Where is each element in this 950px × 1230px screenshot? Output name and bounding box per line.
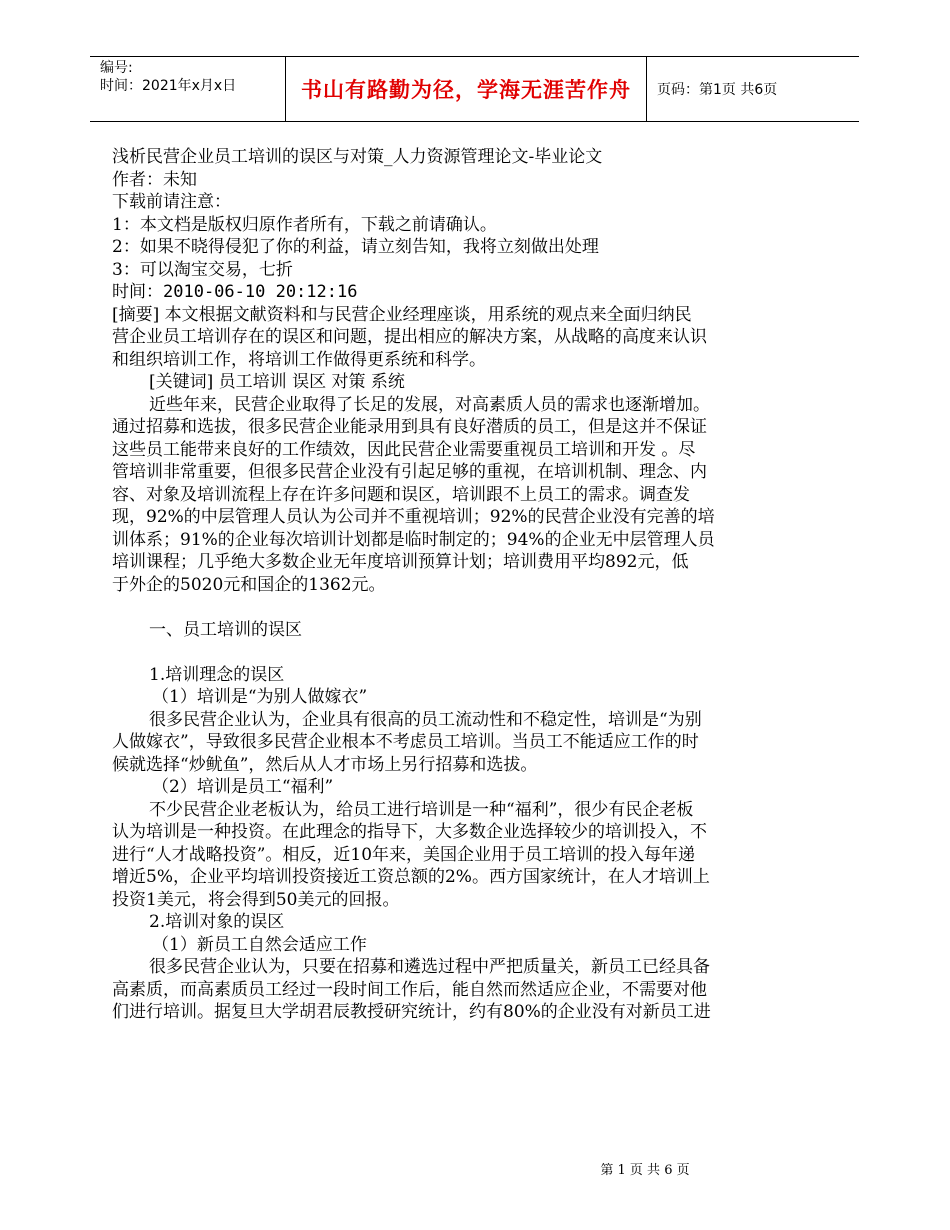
paragraph [112, 709, 772, 777]
code-label: 编号: [100, 60, 133, 76]
doc-title: 浅析民营企业员工培训的误区与对策_人力资源管理论文-毕业论文 [112, 147, 603, 167]
doc-time: 时间：2010-06-10 20:12:16 [112, 282, 358, 302]
paragraph [112, 799, 772, 912]
paragraph-line: 投资1美元，将会得到50美元的回报。 [112, 889, 400, 910]
paragraph-line: 近些年来，民营企业取得了长足的发展，对高素质人员的需求也逐渐增加。 [149, 394, 710, 415]
paragraph-line: 人做嫁衣”，导致很多民营企业根本不考虑员工培训。当员工不能适应工作的时 [112, 732, 699, 752]
paragraph-line: 通过招募和选拔，很多民营企业能录用到具有良好潜质的员工，但是这并不保证 [112, 417, 707, 437]
section-heading: 一、员工培训的误区 [149, 619, 302, 640]
paragraph-line: 认为培训是一种投资。在此理念的指导下，大多数企业选择较少的培训投入，不 [112, 822, 707, 842]
subsubsection-heading: （1）新员工自然会适应工作 [152, 934, 367, 955]
time-label: 时间：2021年x月x日 [100, 78, 237, 94]
header-meta [90, 57, 285, 121]
paragraph-line: 现，92%的中层管理人员认为公司并不重视培训；92%的民营企业没有完善的培 [112, 507, 715, 527]
paragraph-line: 不少民营企业老板认为，给员工进行培训是一种“福利”，很少有民企老板 [149, 799, 694, 820]
paragraph-line: 培训课程；几乎绝大多数企业无年度培训预算计划；培训费用平均892元，低 [112, 552, 689, 572]
notice-item-3: 3：可以淘宝交易，七折 [112, 259, 293, 280]
paragraph-line: 候就选择“炒鱿鱼”，然后从人才市场上另行招募和选拔。 [112, 754, 538, 775]
paragraph-line: 很多民营企业认为，企业具有很高的员工流动性和不稳定性，培训是“为别 [149, 709, 702, 730]
abstract [112, 304, 772, 372]
subsection-heading: 1.培训理念的误区 [149, 664, 285, 685]
notice-item-2: 2：如果不晓得侵犯了你的利益，请立刻告知，我将立刻做出处理 [112, 237, 599, 257]
abstract-line: 营企业员工培训存在的误区和问题，提出相应的解决方案，从战略的高度来认识 [112, 327, 707, 347]
header-page-info: 页码：第1页 共6页 [657, 82, 778, 98]
paragraph-line: 管培训非常重要，但很多民营企业没有引起足够的重视，在培训机制、理念、内 [112, 462, 707, 482]
paragraph-line: 这些员工能带来良好的工作绩效，因此民营企业需要重视员工培训和开发 。尽 [112, 439, 696, 460]
paragraph [112, 956, 772, 1024]
paragraph-line: 们进行培训。据复旦大学胡君辰教授研究统计，约有80%的企业没有对新员工进 [112, 1002, 711, 1022]
paragraph-line: 高素质，而高素质员工经过一段时间工作后，能自然而然适应企业，不需要对他 [112, 979, 707, 1000]
notice-title: 下载前请注意： [112, 192, 231, 212]
spacer [112, 641, 772, 664]
paragraph-line: 容、对象及培训流程上存在许多问题和误区，培训跟不上员工的需求。调查发 [112, 484, 690, 505]
page-footer: 第 1 页 共 6 页 [600, 1163, 690, 1178]
paragraph-line: 于外企的5020元和国企的1362元。 [112, 574, 386, 595]
header-motto: 书山有路勤为径，学海无涯苦作舟 [285, 57, 647, 121]
subsubsection-heading: （2）培训是员工“福利” [152, 777, 334, 797]
keywords: [关键词] 员工培训 误区 对策 系统 [149, 372, 405, 392]
abstract-line: 和组织培训工作，将培训工作做得更系统和科学。 [112, 349, 486, 370]
paragraph-line: 增近5%，企业平均培训投资接近工资总额的2%。西方国家统计，在人才培训上 [112, 867, 710, 887]
abstract-line: [摘要] 本文根据文献资料和与民营企业经理座谈，用系统的观点来全面归纳民 [112, 304, 692, 325]
notice-item-1: 1：本文档是版权归原作者所有，下载之前请确认。 [112, 214, 497, 235]
doc-author: 作者：未知 [112, 169, 197, 190]
paragraph-line: 进行“人才战略投资”。相反，近10年来，美国企业用于员工培训的投入每年递 [112, 844, 696, 865]
subsection-heading: 2.培训对象的误区 [149, 912, 285, 932]
paragraph-line: 很多民营企业认为，只要在招募和遴选过程中严把质量关，新员工已经具备 [149, 957, 710, 977]
intro-paragraph [112, 394, 772, 597]
header-table [90, 56, 859, 122]
spacer [112, 596, 772, 619]
subsubsection-heading: （1）培训是“为别人做嫁衣” [152, 687, 368, 707]
paragraph-line: 训体系；91%的企业每次培训计划都是临时制定的；94%的企业无中层管理人员 [112, 529, 715, 550]
document-body [112, 146, 772, 1024]
